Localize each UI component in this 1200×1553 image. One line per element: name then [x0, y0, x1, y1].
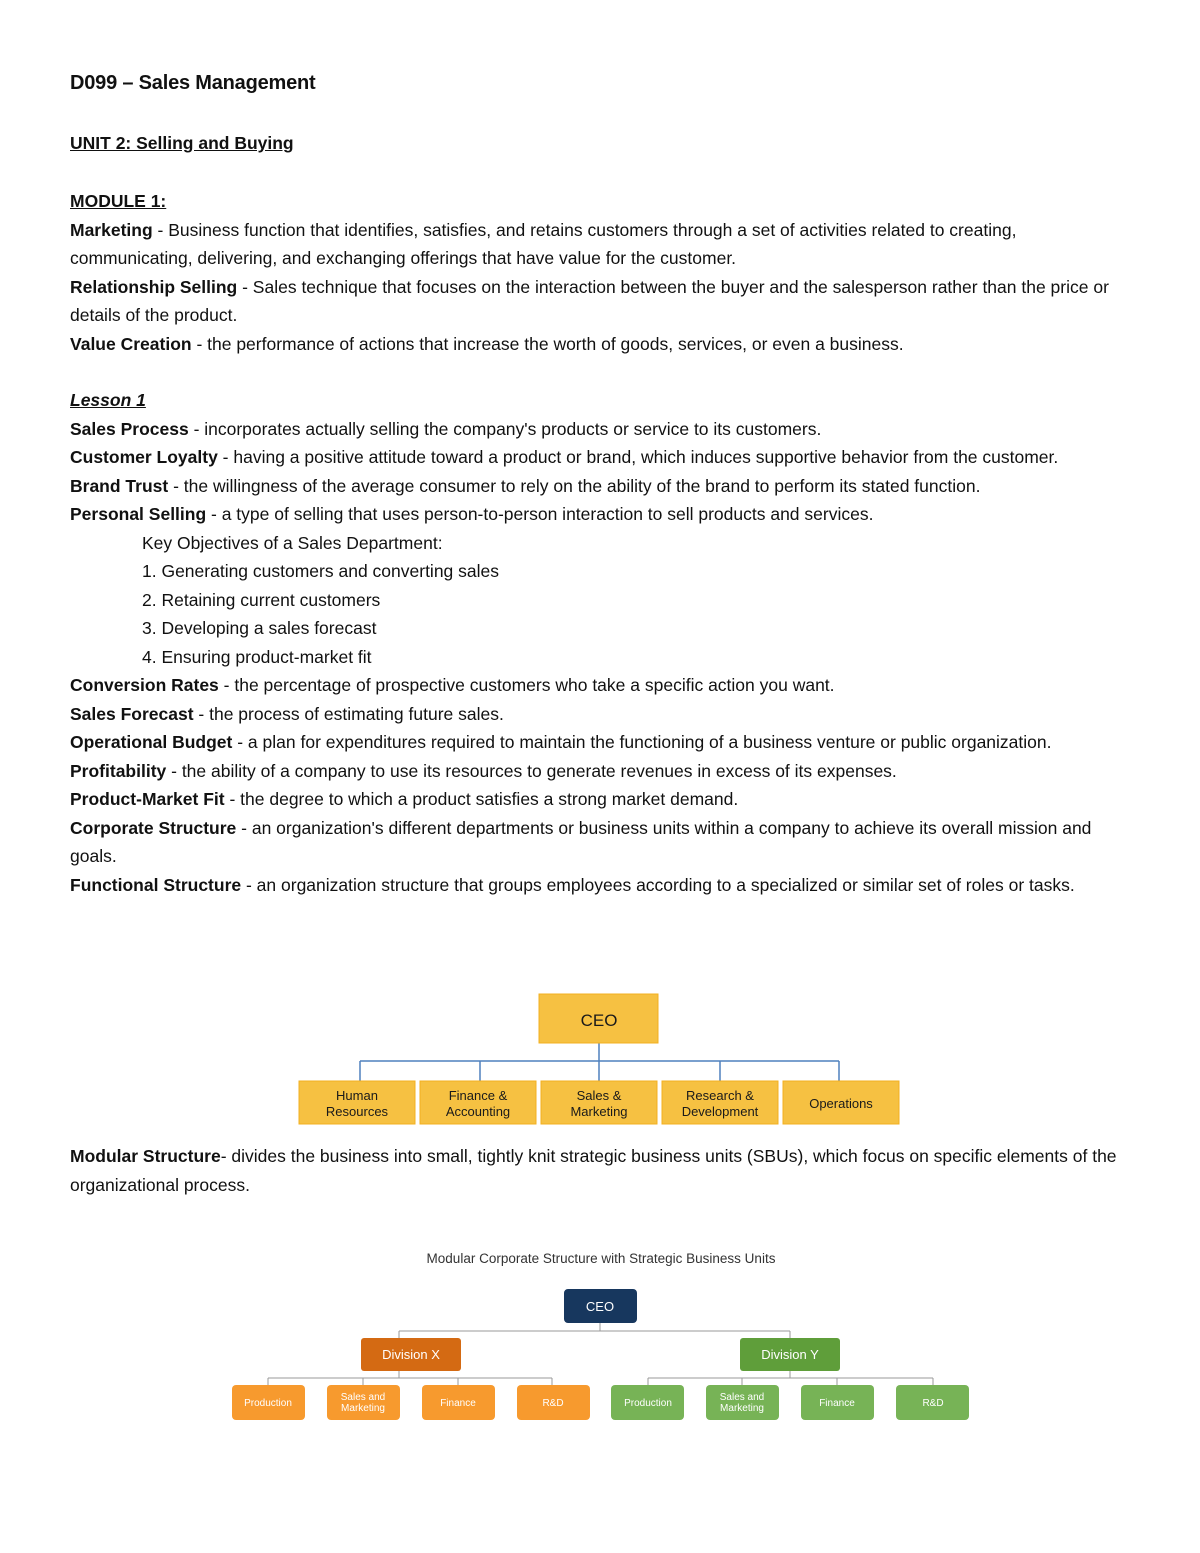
department-label: Finance &	[448, 1088, 508, 1103]
department-label: Human	[336, 1088, 378, 1103]
unit-title: UNIT 2: Selling and Buying	[70, 133, 294, 153]
term: Brand Trust	[70, 475, 169, 496]
department-node-research	[662, 1081, 778, 1124]
definition	[70, 871, 1135, 900]
division-y-node	[740, 1338, 840, 1371]
definition-text: - Business function that identifies, satisfies, and retains customers through a set of activities related to creating, communicating, delivering, and exchanging offerings that have value for the customer.	[70, 219, 1017, 268]
definition-text: - the process of estimating future sales.	[193, 703, 504, 724]
module-section	[70, 187, 1135, 358]
department-node-operations	[783, 1081, 899, 1124]
definition-text: - the degree to which a product satisfies a strong market demand.	[224, 789, 739, 809]
department-label: Operations	[809, 1096, 873, 1111]
department-label: Development	[681, 1104, 759, 1119]
unit-label: R&D	[542, 1398, 564, 1409]
unit-node-y-production	[611, 1385, 684, 1420]
unit-label: Sales and	[719, 1392, 765, 1403]
chart-connectors	[360, 1043, 839, 1081]
definition-text: - an organization's different departments or business units within a company to achieve its overall mission and goals.	[70, 817, 1092, 866]
definition	[70, 757, 1135, 786]
definition	[70, 728, 1135, 757]
term: Marketing	[70, 219, 153, 240]
definition	[70, 330, 1135, 359]
term: Product-Market Fit	[70, 789, 225, 809]
definition-text: - a type of selling that uses person-to-person interaction to sell products and services.	[206, 504, 874, 524]
ceo-label: CEO	[580, 1011, 618, 1030]
definition	[70, 273, 1135, 330]
definition	[70, 785, 1135, 814]
definition	[70, 1142, 1135, 1199]
chart-title: Modular Corporate Structure with Strategic Business Units	[426, 1251, 776, 1266]
definition-text: - the performance of actions that increase the worth of goods, services, or even a business.	[191, 333, 904, 354]
definition-text: - an organization structure that groups employees according to a specialized or similar set of roles or tasks.	[241, 874, 1075, 895]
objectives-heading: Key Objectives of a Sales Department:	[142, 532, 443, 553]
modular-structure-chart	[228, 1245, 974, 1425]
unit-node-y-rd	[896, 1385, 969, 1420]
definition-text: - divides the business into small, tightly knit strategic business units (SBUs), which focus on specific elements of the organizational process.	[70, 1146, 1117, 1195]
term: Sales Process	[70, 418, 189, 439]
definition	[70, 216, 1135, 273]
module-title: MODULE 1:	[70, 191, 167, 211]
unit-node-y-finance	[801, 1385, 874, 1420]
term: Conversion Rates	[70, 675, 219, 695]
department-label: Sales &	[576, 1088, 622, 1103]
objective-item: 2. Retaining current customers	[142, 589, 381, 610]
objective-item: 1. Generating customers and converting sales	[142, 561, 499, 581]
division-x-node	[361, 1338, 461, 1371]
unit-label: Finance	[819, 1398, 855, 1409]
department-node-finance	[420, 1081, 536, 1124]
ceo-node	[564, 1289, 637, 1323]
unit-node-x-production	[232, 1385, 305, 1420]
division-label: Division X	[382, 1347, 440, 1362]
lesson-section	[70, 386, 1135, 899]
unit-label: Marketing	[341, 1403, 385, 1414]
department-label: Research &	[686, 1088, 754, 1103]
unit-label: Production	[244, 1398, 292, 1409]
definition-text: - having a positive attitude toward a product or brand, which induces supportive behavior from the customer.	[217, 447, 1059, 467]
division-label: Division Y	[761, 1347, 819, 1362]
definition	[70, 814, 1135, 871]
unit-node-y-sales	[706, 1385, 779, 1420]
definition-text: - the ability of a company to use its resources to generate revenues in excess of its expenses.	[166, 760, 897, 781]
objective-item: 4. Ensuring product-market fit	[142, 646, 372, 667]
lesson-title: Lesson 1	[70, 390, 146, 410]
department-label: Marketing	[570, 1104, 628, 1119]
department-label: Accounting	[445, 1104, 511, 1119]
unit-label: Marketing	[720, 1403, 764, 1414]
term: Customer Loyalty	[70, 447, 218, 467]
term: Personal Selling	[70, 504, 207, 524]
definition	[70, 472, 1135, 501]
functional-structure-chart	[298, 993, 900, 1125]
definition	[70, 443, 1135, 472]
unit-label: Sales and	[340, 1392, 386, 1403]
term: Profitability	[70, 760, 167, 781]
document-title: D099 – Sales Management	[70, 72, 316, 94]
unit-node-x-rd	[517, 1385, 590, 1420]
definition-text: - the percentage of prospective customers who take a specific action you want.	[218, 675, 835, 695]
definition	[70, 671, 1135, 700]
objective-item: 3. Developing a sales forecast	[142, 618, 377, 638]
unit-node-x-sales	[327, 1385, 400, 1420]
definition-text: - Sales technique that focuses on the interaction between the buyer and the salesperson rather than the price or details of the product.	[70, 276, 1109, 325]
modular-section	[70, 1142, 1135, 1199]
unit-label: Production	[624, 1398, 672, 1409]
definition-text: - the willingness of the average consumer to rely on the ability of the brand to perform its stated function.	[168, 475, 981, 496]
term: Corporate Structure	[70, 817, 237, 838]
definition	[70, 500, 1135, 529]
term: Relationship Selling	[70, 276, 238, 297]
term: Sales Forecast	[70, 703, 194, 724]
department-node-sales	[541, 1081, 657, 1124]
department-node-hr	[299, 1081, 415, 1124]
unit-label: R&D	[922, 1398, 944, 1409]
definition-text: - incorporates actually selling the company's products or service to its customers.	[188, 418, 822, 439]
definition	[70, 415, 1135, 444]
term: Value Creation	[70, 333, 192, 354]
term: Functional Structure	[70, 874, 242, 895]
definition-text: - a plan for expenditures required to maintain the functioning of a business venture or public organization.	[232, 732, 1052, 752]
department-label: Resources	[325, 1104, 389, 1119]
unit-label: Finance	[440, 1398, 476, 1409]
unit-node-x-finance	[422, 1385, 495, 1420]
ceo-node	[539, 994, 658, 1043]
ceo-label: CEO	[585, 1299, 615, 1314]
term: Operational Budget	[70, 732, 233, 752]
definition	[70, 700, 1135, 729]
term: Modular Structure	[70, 1146, 221, 1166]
